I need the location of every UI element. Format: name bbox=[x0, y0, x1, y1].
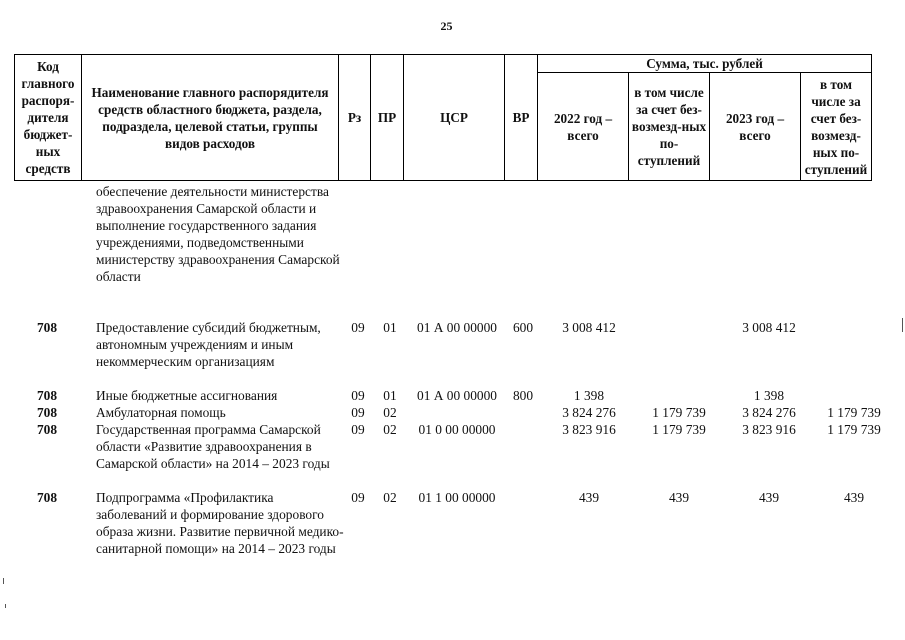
cell-name: Подпрограмма «Профилактика заболеваний и формирование здорового образа жизни. Развитие первичной медико-санитарной помощи» на 2014 – 2023 годы bbox=[96, 490, 344, 556]
cell-rz: 09 bbox=[351, 422, 365, 437]
cell-code: 708 bbox=[36, 490, 58, 505]
header-code: Код главного распоря-дителя бюджет-ных средств bbox=[15, 55, 82, 181]
table-row bbox=[14, 404, 891, 421]
cell-grants-2023: 439 bbox=[843, 490, 865, 505]
table-body bbox=[14, 183, 891, 574]
table-header bbox=[14, 54, 872, 181]
cell-vr: 800 bbox=[512, 388, 534, 403]
cell-total-2022: 3 823 916 bbox=[562, 422, 616, 437]
header-total-2022: 2022 год – всего bbox=[538, 73, 629, 181]
table-row bbox=[14, 421, 891, 489]
table-row bbox=[14, 183, 891, 319]
cell-total-2022: 3 824 276 bbox=[562, 405, 616, 420]
cell-total-2023: 439 bbox=[758, 490, 780, 505]
header-csr: ЦСР bbox=[404, 55, 505, 181]
header-total-2023: 2023 год – всего bbox=[710, 73, 801, 181]
cell-rz: 09 bbox=[351, 405, 365, 420]
cell-name: обеспечение деятельности министерства здравоохранения Самарской области и выполнение государственного задания учреждениями, подведомственными министерству здравоохранения Самарской области bbox=[96, 184, 340, 284]
scan-artifact bbox=[3, 578, 4, 584]
cell-code: 708 bbox=[36, 320, 58, 335]
cell-pr: 01 bbox=[383, 388, 397, 403]
header-sum: Сумма, тыс. рублей bbox=[538, 55, 872, 73]
header-grants-2023: в том числе за счет без-возмезд-ных по-ступлений bbox=[801, 73, 872, 181]
header-rz: Рз bbox=[339, 55, 371, 181]
cell-pr: 02 bbox=[383, 422, 397, 437]
cell-csr: 01 А 00 00000 bbox=[417, 388, 497, 403]
cell-csr: 01 1 00 00000 bbox=[418, 490, 496, 505]
cell-total-2022: 3 008 412 bbox=[562, 320, 616, 335]
cell-code: 708 bbox=[36, 405, 58, 420]
scan-artifact bbox=[902, 318, 903, 332]
cell-pr: 02 bbox=[383, 490, 397, 505]
cell-csr: 01 0 00 00000 bbox=[418, 422, 496, 437]
cell-name: Амбулаторная помощь bbox=[96, 405, 226, 420]
cell-total-2023: 3 823 916 bbox=[742, 422, 796, 437]
table-row bbox=[14, 489, 891, 574]
cell-grants-2022: 1 179 739 bbox=[652, 405, 706, 420]
cell-vr: 600 bbox=[512, 320, 534, 335]
cell-csr: 01 А 00 00000 bbox=[417, 320, 497, 335]
header-name: Наименование главного распорядителя средств областного бюджета, раздела, подраздела, целевой статьи, группы видов расходов bbox=[82, 55, 339, 181]
cell-total-2023: 1 398 bbox=[753, 388, 785, 403]
header-pr: ПР bbox=[371, 55, 404, 181]
cell-name: Иные бюджетные ассигнования bbox=[96, 388, 278, 403]
cell-code: 708 bbox=[36, 388, 58, 403]
cell-total-2023: 3 824 276 bbox=[742, 405, 796, 420]
cell-name: Государственная программа Самарской области «Развитие здравоохранения в Самарской области» на 2014 – 2023 годы bbox=[96, 422, 330, 471]
cell-pr: 02 bbox=[383, 405, 397, 420]
cell-rz: 09 bbox=[351, 490, 365, 505]
cell-total-2023: 3 008 412 bbox=[742, 320, 796, 335]
cell-total-2022: 1 398 bbox=[573, 388, 605, 403]
cell-grants-2022: 1 179 739 bbox=[652, 422, 706, 437]
page-number: 25 bbox=[440, 19, 453, 33]
table-row bbox=[14, 319, 891, 387]
cell-total-2022: 439 bbox=[578, 490, 600, 505]
cell-grants-2022: 439 bbox=[668, 490, 690, 505]
cell-rz: 09 bbox=[351, 320, 365, 335]
table-row bbox=[14, 387, 891, 404]
cell-name: Предоставление субсидий бюджетным, автономным учреждениям и иным некоммерческим организациям bbox=[96, 320, 321, 369]
cell-rz: 09 bbox=[351, 388, 365, 403]
cell-grants-2023: 1 179 739 bbox=[827, 405, 881, 420]
cell-grants-2023: 1 179 739 bbox=[827, 422, 881, 437]
header-vr: ВР bbox=[505, 55, 538, 181]
cell-pr: 01 bbox=[383, 320, 397, 335]
scan-artifact bbox=[5, 604, 6, 608]
cell-code: 708 bbox=[36, 422, 58, 437]
header-grants-2022: в том числе за счет без-возмезд-ных по-ступлений bbox=[629, 73, 710, 181]
